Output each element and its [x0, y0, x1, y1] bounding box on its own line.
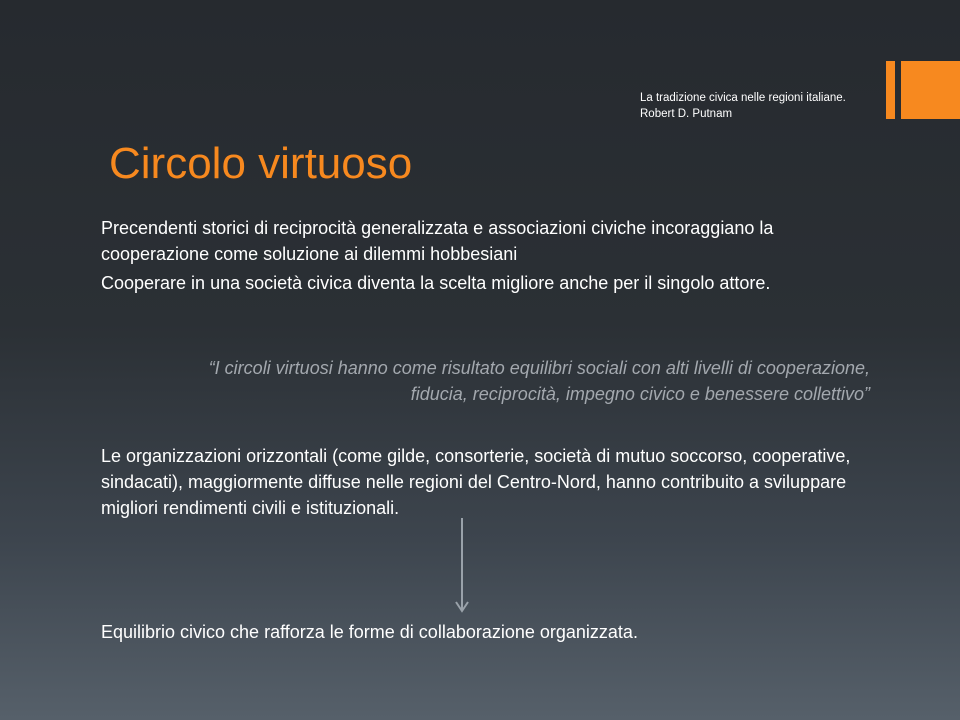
slide-title: Circolo virtuoso — [109, 139, 413, 188]
accent-bar-thick — [901, 61, 960, 119]
paragraph-civic-equilibrium: Equilibrio civico che rafforza le forme di collaborazione organizzata. — [101, 622, 638, 642]
down-arrow-icon — [452, 518, 472, 614]
quote-virtuous-circles: “I circoli virtuosi hanno come risultato equilibri sociali con alti livelli di cooperazione, fiducia, reciprocità, impegno civico e benessere collettivo” — [208, 358, 870, 404]
paragraph-cooperation: Cooperare in una società civica diventa la scelta migliore anche per il singolo attore. — [101, 273, 771, 293]
accent-bar-thin — [886, 61, 895, 119]
paragraph-horizontal-organizations: Le organizzazioni orizzontali (come gilde, consorterie, società di mutuo soccorso, cooperative, sindacati), maggiormente diffuse nelle regioni del Centro-Nord, hanno contribuito a sviluppare migliori rendimenti civili e istituzionali. — [101, 446, 851, 518]
source-note: La tradizione civica nelle regioni italiane. Robert D. Putnam — [640, 92, 846, 120]
paragraph-reciprocity: Precendenti storici di reciprocità generalizzata e associazioni civiche incoraggiano la cooperazione come soluzione ai dilemmi hobbesiani — [101, 218, 774, 264]
